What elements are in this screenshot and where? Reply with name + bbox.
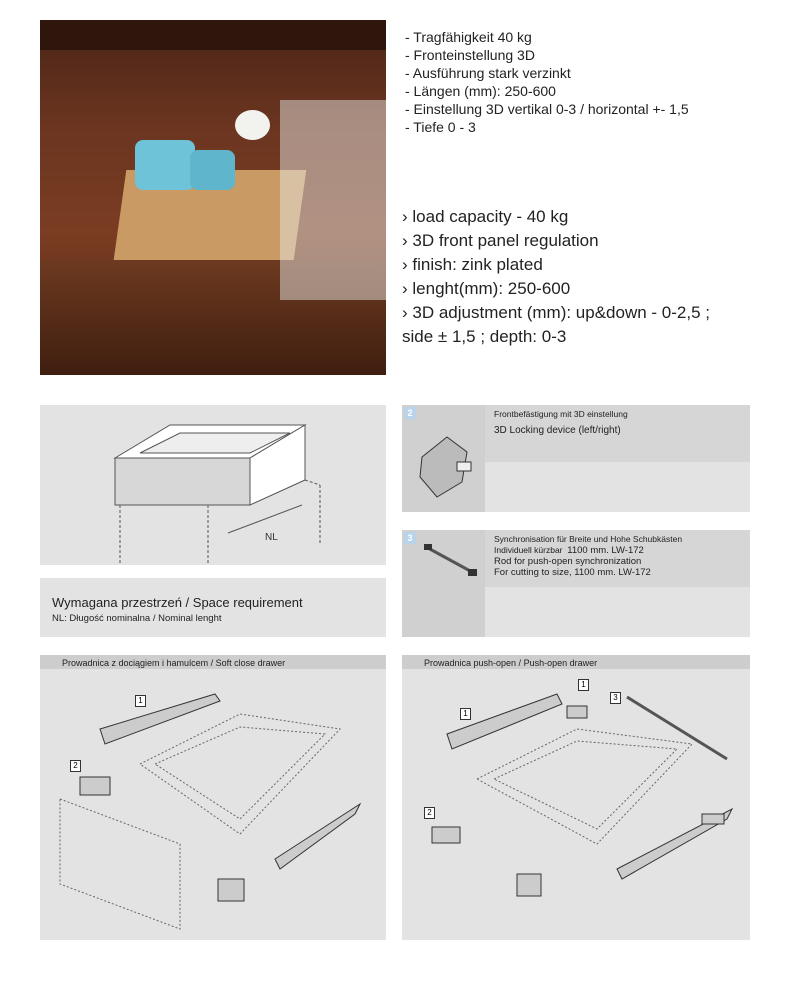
drawer-space-diagram	[40, 405, 386, 565]
product-photo	[40, 20, 386, 375]
space-diagram-panel	[40, 405, 386, 565]
sync-rod-icon	[422, 540, 482, 580]
specs-german	[405, 28, 689, 136]
spec-line: - Tiefe 0 - 3	[405, 119, 476, 135]
space-subtitle: NL: Długość nominalna / Nominal lenght	[52, 613, 222, 624]
spec-line: › lenght(mm): 250-600	[402, 279, 571, 298]
push-open-exploded-diagram	[402, 669, 750, 940]
specs-english	[402, 205, 710, 349]
part-3-german-2: Individuell kürzbar	[494, 545, 563, 555]
spec-line: › load capacity - 40 kg	[402, 207, 569, 226]
space-requirement-caption	[40, 578, 386, 637]
spec-line: - Tragfähigkeit 40 kg	[405, 29, 532, 45]
part-2-panel	[402, 405, 750, 512]
callout-1: 1	[460, 708, 471, 720]
spec-line: - Einstellung 3D vertikal 0-3 / horizontal +- 1,5	[405, 101, 689, 117]
push-open-panel	[402, 655, 750, 940]
soft-close-title: Prowadnica z dociągiem i hamulcem / Soft close drawer	[40, 655, 386, 669]
soft-close-exploded-diagram	[40, 669, 386, 940]
spec-line: - Längen (mm): 250-600	[405, 83, 556, 99]
part-3-german: Synchronisation für Breite und Hohe Schubkästen	[494, 534, 683, 544]
part-number-badge: 3	[404, 532, 416, 544]
spec-line: › 3D adjustment (mm): up&down - 0-2,5 ;	[402, 303, 711, 322]
part-2-english: 3D Locking device (left/right)	[494, 425, 621, 436]
callout-1: 1	[135, 695, 146, 707]
callout-3: 3	[610, 692, 621, 704]
part-3-english-2: For cutting to size, 1100 mm. LW-172	[494, 567, 651, 578]
part-3-text	[494, 534, 682, 578]
part-3-english: Rod for push-open synchronization	[494, 556, 642, 567]
spec-line: › finish: zink plated	[402, 255, 543, 274]
part-3-length: 1100 mm. LW-172	[567, 545, 644, 556]
spec-line: - Fronteinstellung 3D	[405, 47, 535, 63]
callout-2: 2	[70, 760, 81, 772]
push-open-title: Prowadnica push-open / Push-open drawer	[402, 655, 750, 669]
nl-dimension-label: NL	[265, 532, 278, 543]
space-title: Wymagana przestrzeń / Space requirement	[52, 595, 303, 610]
part-3-panel	[402, 530, 750, 637]
soft-close-panel	[40, 655, 386, 940]
callout-2: 2	[424, 807, 435, 819]
locking-device-icon	[412, 427, 477, 502]
callout-1b: 1	[578, 679, 589, 691]
spec-line: - Ausführung stark verzinkt	[405, 65, 571, 81]
spec-line: side ± 1,5 ; depth: 0-3	[402, 327, 567, 346]
spec-line: › 3D front panel regulation	[402, 231, 599, 250]
part-2-german: Frontbefästigung mit 3D einstellung	[494, 409, 628, 419]
part-number-badge: 2	[404, 407, 416, 419]
